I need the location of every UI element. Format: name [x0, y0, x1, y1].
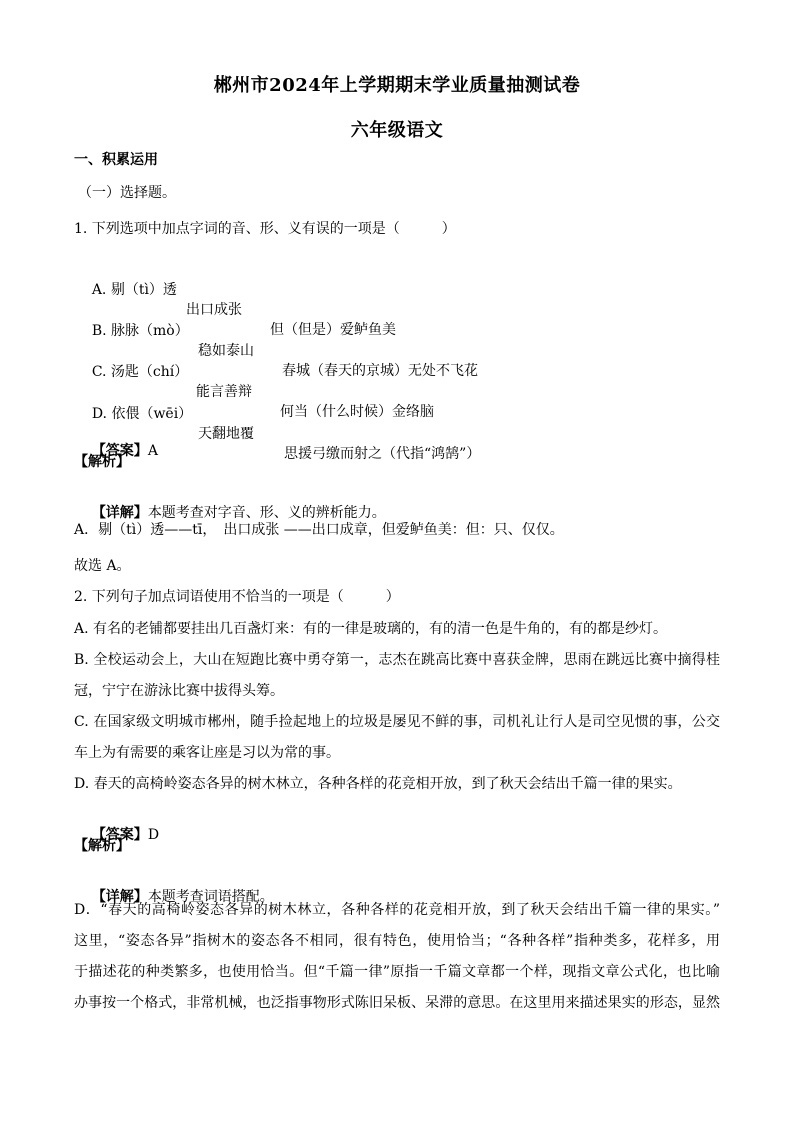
exam-subtitle: 六年级语文 — [350, 120, 444, 141]
q2-option-d: D. 春天的高椅岭姿态各异的树木林立，各种各样的花竞相开放，到了秋天会结出千篇一律的果实。 — [74, 776, 682, 792]
q1-option-d-part2: 天翻地覆 — [198, 426, 254, 442]
answer-tag: 【答案】 — [91, 827, 148, 843]
answer-value: A — [147, 443, 158, 459]
q1-option-a-part1: A. 剔（tì）透 — [91, 282, 177, 298]
q1-option-a-part3: 但（但是）爱鲈鱼美 — [270, 322, 396, 338]
q1-option-b-part1: B. 脉脉（mò） — [91, 323, 189, 339]
q1-conclusion: 故选 A。 — [74, 558, 131, 574]
q1-explanation: A．剔（tì）透——tī， 出口成张 ——出口成章，但爱鲈鱼美：但：只、仅仅。 — [74, 522, 564, 538]
q1-option-a-part2: 出口成张 — [186, 302, 242, 318]
q1-stem: 1. 下列选项中加点字词的音、形、义有误的一项是（ ） — [74, 221, 456, 237]
q2-explanation-line2: 这里，“姿态各异”指树木的姿态各不相同，很有特色，使用恰当；“各种各样”指种类多，花样多，用 — [74, 933, 720, 949]
q2-explanation-line1: D．“春天的高椅岭姿态各异的树木林立，各种各样的花竞相开放，到了秋天会结出千篇一律的果实。” — [74, 902, 720, 918]
q2-explanation-line4: 办事按一个格式，非常机械，也泛指事物形式陈旧呆板、呆滞的意思。在这里用来描述果实的形态，显然 — [74, 995, 720, 1011]
q2-analysis-tag: 【解析】 — [74, 838, 130, 854]
q2-answer — [74, 805, 159, 865]
answer-value: D — [147, 827, 160, 843]
q2-option-a: A. 有名的老铺都要挂出几百盏灯来：有的一律是玻璃的，有的清一色是牛角的，有的都是纱灯。 — [74, 621, 668, 637]
detail-text: 本题考查对字音、形、义的辨析能力。 — [147, 505, 386, 521]
section-subheading: （一）选择题。 — [78, 185, 176, 201]
q2-option-b-line2: 冠，宁宁在游泳比赛中拔得头筹。 — [74, 683, 284, 699]
q1-answer — [74, 421, 158, 481]
q2-option-b-line1: B. 全校运动会上，大山在短跑比赛中勇夺第一，志杰在跳高比赛中喜获金牌，思雨在跳远比赛中摘得桂 — [74, 652, 720, 668]
q1-analysis-tag: 【解析】 — [74, 454, 130, 470]
detail-text: 本题考查词语搭配。 — [147, 889, 274, 905]
q1-option-c-part3: 何当（什么时候）金络脑 — [280, 404, 434, 420]
q1-option-d-part1: D. 依偎（wēi） — [91, 406, 193, 422]
section-heading: 一、积累运用 — [74, 152, 158, 168]
detail-tag: 【详解】 — [91, 889, 148, 905]
q1-option-c-part2: 能言善辩 — [196, 384, 252, 400]
q2-stem: 2. 下列句子加点词语使用不恰当的一项是（ ） — [74, 589, 400, 605]
q2-option-c-line2: 车上为有需要的乘客让座是习以为常的事。 — [74, 745, 340, 761]
q2-explanation-line3: 于描述花的种类繁多，也使用恰当。但“千篇一律”原指一千篇文章都一个样，现指文章公式化，也比喻 — [74, 964, 720, 980]
q1-option-b-part2: 稳如泰山 — [198, 343, 254, 359]
detail-tag: 【详解】 — [91, 505, 148, 521]
q2-option-c-line1: C. 在国家级文明城市郴州，随手捡起地上的垃圾是屡见不鲜的事，司机礼让行人是司空见惯的事，公交 — [74, 714, 720, 730]
q1-option-d-part3: 思援弓缴而射之（代指“鸿鹄”） — [284, 446, 481, 462]
exam-title: 郴州市2024年上学期期末学业质量抽测试卷 — [213, 75, 581, 96]
answer-tag: 【答案】 — [91, 443, 148, 459]
q1-option-b-part3: 春城（春天的京城）无处不飞花 — [282, 363, 478, 379]
q1-option-c-part1: C. 汤匙（chí） — [91, 364, 189, 380]
